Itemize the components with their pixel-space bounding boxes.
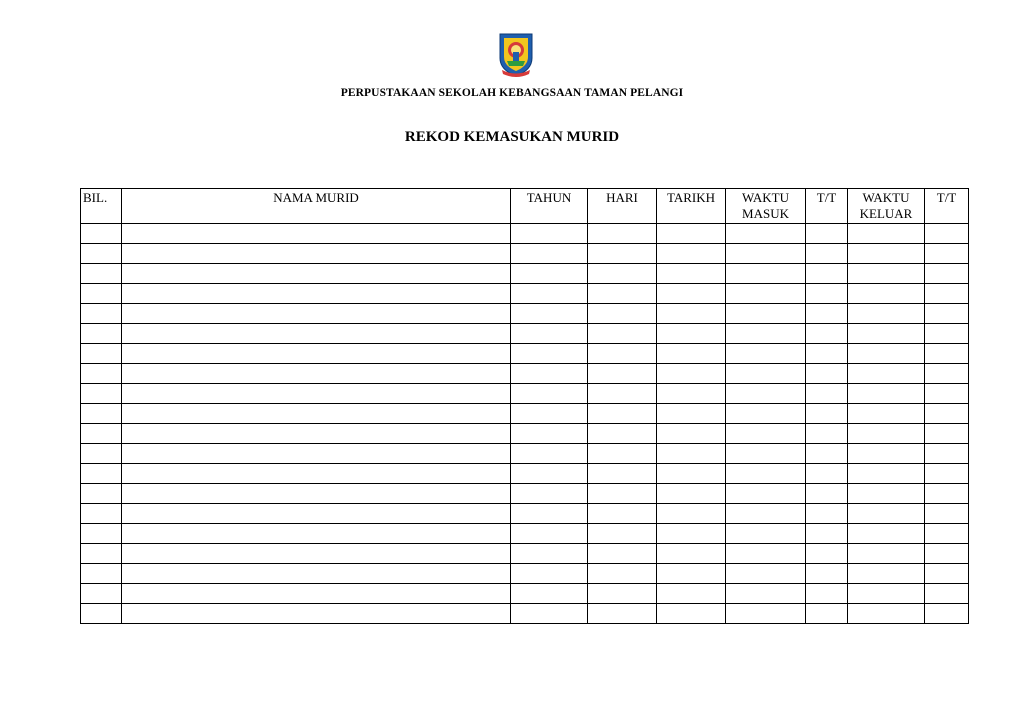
table-cell-nama[interactable]	[122, 524, 511, 544]
table-cell-hari[interactable]	[588, 304, 657, 324]
table-cell-tt1[interactable]	[806, 504, 848, 524]
column-header-waktu-masuk: WAKTU MASUK	[726, 189, 806, 224]
table-cell-tt2[interactable]	[925, 584, 969, 604]
table-cell-waktu-keluar[interactable]	[848, 564, 925, 584]
table-row	[81, 304, 969, 324]
table-cell-tarikh[interactable]	[657, 284, 726, 304]
table-cell-waktu-masuk[interactable]	[726, 344, 806, 364]
table-row	[81, 324, 969, 344]
table-cell-bil[interactable]	[81, 344, 122, 364]
table-body	[81, 224, 969, 624]
table-cell-tt2[interactable]	[925, 264, 969, 284]
table-cell-bil[interactable]	[81, 564, 122, 584]
table-cell-tt2[interactable]	[925, 604, 969, 624]
table-cell-tt1[interactable]	[806, 364, 848, 384]
table-cell-hari[interactable]	[588, 584, 657, 604]
table-row	[81, 404, 969, 424]
table-cell-hari[interactable]	[588, 224, 657, 244]
table-cell-tt2[interactable]	[925, 224, 969, 244]
table-cell-bil[interactable]	[81, 304, 122, 324]
table-row	[81, 564, 969, 584]
table-row	[81, 484, 969, 504]
table-cell-bil[interactable]	[81, 604, 122, 624]
table-cell-tt1[interactable]	[806, 264, 848, 284]
table-cell-nama[interactable]	[122, 404, 511, 424]
table-cell-tt2[interactable]	[925, 484, 969, 504]
table-cell-tt1[interactable]	[806, 564, 848, 584]
table-cell-tahun[interactable]	[511, 484, 588, 504]
table-cell-tt2[interactable]	[925, 504, 969, 524]
table-cell-waktu-keluar[interactable]	[848, 244, 925, 264]
table-cell-tt2[interactable]	[925, 464, 969, 484]
table-cell-tt1[interactable]	[806, 284, 848, 304]
table-cell-hari[interactable]	[588, 284, 657, 304]
table-cell-tahun[interactable]	[511, 444, 588, 464]
table-cell-hari[interactable]	[588, 324, 657, 344]
table-cell-tahun[interactable]	[511, 304, 588, 324]
table-cell-waktu-keluar[interactable]	[848, 224, 925, 244]
table-cell-hari[interactable]	[588, 444, 657, 464]
table-cell-tt1[interactable]	[806, 524, 848, 544]
table-cell-waktu-masuk[interactable]	[726, 324, 806, 344]
table-cell-tt2[interactable]	[925, 544, 969, 564]
table-cell-tarikh[interactable]	[657, 544, 726, 564]
table-cell-tarikh[interactable]	[657, 564, 726, 584]
table-cell-nama[interactable]	[122, 344, 511, 364]
table-cell-tahun[interactable]	[511, 404, 588, 424]
table-cell-tt1[interactable]	[806, 244, 848, 264]
table-cell-tt1[interactable]	[806, 324, 848, 344]
table-row	[81, 584, 969, 604]
table-cell-tt1[interactable]	[806, 444, 848, 464]
table-cell-tarikh[interactable]	[657, 464, 726, 484]
table-cell-nama[interactable]	[122, 224, 511, 244]
table-row	[81, 284, 969, 304]
table-cell-bil[interactable]	[81, 424, 122, 444]
table-cell-waktu-masuk[interactable]	[726, 244, 806, 264]
table-cell-tt2[interactable]	[925, 244, 969, 264]
table-cell-nama[interactable]	[122, 504, 511, 524]
table-cell-tahun[interactable]	[511, 524, 588, 544]
table-cell-tarikh[interactable]	[657, 584, 726, 604]
table-cell-tt1[interactable]	[806, 404, 848, 424]
document-title: REKOD KEMASUKAN MURID	[404, 129, 620, 145]
table-cell-hari[interactable]	[588, 344, 657, 364]
table-cell-waktu-keluar[interactable]	[848, 504, 925, 524]
table-cell-waktu-masuk[interactable]	[726, 564, 806, 584]
table-row	[81, 524, 969, 544]
table-cell-hari[interactable]	[588, 384, 657, 404]
table-cell-tahun[interactable]	[511, 584, 588, 604]
table-cell-tarikh[interactable]	[657, 224, 726, 244]
table-cell-tahun[interactable]	[511, 224, 588, 244]
table-cell-waktu-keluar[interactable]	[848, 584, 925, 604]
table-cell-waktu-keluar[interactable]	[848, 264, 925, 284]
table-cell-tarikh[interactable]	[657, 384, 726, 404]
table-cell-bil[interactable]	[81, 244, 122, 264]
table-cell-tt2[interactable]	[925, 384, 969, 404]
table-cell-tarikh[interactable]	[657, 484, 726, 504]
table-cell-nama[interactable]	[122, 604, 511, 624]
table-cell-hari[interactable]	[588, 464, 657, 484]
table-cell-tt1[interactable]	[806, 384, 848, 404]
column-header-tt-keluar: T/T	[925, 189, 969, 224]
table-cell-tarikh[interactable]	[657, 444, 726, 464]
column-header-nama-murid: NAMA MURID	[122, 189, 511, 224]
table-cell-waktu-masuk[interactable]	[726, 524, 806, 544]
table-cell-tarikh[interactable]	[657, 504, 726, 524]
table-cell-waktu-keluar[interactable]	[848, 304, 925, 324]
table-row	[81, 344, 969, 364]
table-cell-bil[interactable]	[81, 504, 122, 524]
table-row	[81, 424, 969, 444]
table-cell-tahun[interactable]	[511, 264, 588, 284]
table-cell-bil[interactable]	[81, 284, 122, 304]
table-cell-tarikh[interactable]	[657, 604, 726, 624]
table-cell-tt2[interactable]	[925, 564, 969, 584]
table-cell-hari[interactable]	[588, 264, 657, 284]
table-cell-tt2[interactable]	[925, 364, 969, 384]
table-cell-hari[interactable]	[588, 564, 657, 584]
table-cell-hari[interactable]	[588, 604, 657, 624]
table-cell-tt2[interactable]	[925, 284, 969, 304]
table-cell-tahun[interactable]	[511, 344, 588, 364]
table-cell-nama[interactable]	[122, 244, 511, 264]
table-cell-tarikh[interactable]	[657, 304, 726, 324]
table-cell-hari[interactable]	[588, 504, 657, 524]
table-cell-waktu-masuk[interactable]	[726, 224, 806, 244]
table-cell-tt1[interactable]	[806, 224, 848, 244]
table-cell-waktu-masuk[interactable]	[726, 444, 806, 464]
table-cell-tt1[interactable]	[806, 464, 848, 484]
table-cell-tarikh[interactable]	[657, 424, 726, 444]
table-cell-hari[interactable]	[588, 244, 657, 264]
table-cell-tahun[interactable]	[511, 504, 588, 524]
table-cell-bil[interactable]	[81, 364, 122, 384]
table-cell-waktu-keluar[interactable]	[848, 444, 925, 464]
table-cell-tahun[interactable]	[511, 544, 588, 564]
table-cell-bil[interactable]	[81, 484, 122, 504]
table-cell-waktu-masuk[interactable]	[726, 584, 806, 604]
table-cell-waktu-keluar[interactable]	[848, 544, 925, 564]
table-row	[81, 244, 969, 264]
table-cell-hari[interactable]	[588, 364, 657, 384]
table-row	[81, 384, 969, 404]
table-row	[81, 224, 969, 244]
table-row	[81, 464, 969, 484]
column-header-tahun: TAHUN	[511, 189, 588, 224]
table-cell-waktu-keluar[interactable]	[848, 284, 925, 304]
table-cell-bil[interactable]	[81, 404, 122, 424]
table-cell-nama[interactable]	[122, 464, 511, 484]
table-cell-tt2[interactable]	[925, 324, 969, 344]
school-crest-icon	[496, 30, 536, 78]
table-cell-tarikh[interactable]	[657, 244, 726, 264]
table-cell-tahun[interactable]	[511, 424, 588, 444]
table-cell-tahun[interactable]	[511, 384, 588, 404]
table-cell-tarikh[interactable]	[657, 364, 726, 384]
table-row	[81, 444, 969, 464]
table-row	[81, 544, 969, 564]
table-cell-tahun[interactable]	[511, 604, 588, 624]
table-cell-bil[interactable]	[81, 464, 122, 484]
table-cell-tt2[interactable]	[925, 404, 969, 424]
table-row	[81, 504, 969, 524]
table-cell-waktu-keluar[interactable]	[848, 404, 925, 424]
table-cell-waktu-masuk[interactable]	[726, 604, 806, 624]
table-cell-waktu-keluar[interactable]	[848, 324, 925, 344]
table-cell-tahun[interactable]	[511, 564, 588, 584]
table-cell-tahun[interactable]	[511, 364, 588, 384]
table-cell-nama[interactable]	[122, 384, 511, 404]
table-cell-tarikh[interactable]	[657, 324, 726, 344]
table-cell-waktu-keluar[interactable]	[848, 344, 925, 364]
table-cell-waktu-masuk[interactable]	[726, 544, 806, 564]
table-cell-tt1[interactable]	[806, 304, 848, 324]
table-cell-waktu-masuk[interactable]	[726, 384, 806, 404]
table-cell-nama[interactable]	[122, 484, 511, 504]
table-cell-tt1[interactable]	[806, 484, 848, 504]
table-cell-bil[interactable]	[81, 524, 122, 544]
table-cell-waktu-masuk[interactable]	[726, 404, 806, 424]
table-cell-tt1[interactable]	[806, 344, 848, 364]
school-name: PERPUSTAKAAN SEKOLAH KEBANGSAAN TAMAN PELANGI	[340, 87, 684, 99]
table-row	[81, 604, 969, 624]
table-cell-nama[interactable]	[122, 304, 511, 324]
table-cell-bil[interactable]	[81, 544, 122, 564]
table-cell-waktu-masuk[interactable]	[726, 284, 806, 304]
student-entry-table	[80, 188, 969, 624]
table-cell-hari[interactable]	[588, 484, 657, 504]
table-cell-waktu-keluar[interactable]	[848, 484, 925, 504]
table-cell-bil[interactable]	[81, 264, 122, 284]
table-cell-nama[interactable]	[122, 264, 511, 284]
column-header-bil: BIL.	[81, 189, 122, 224]
table-cell-hari[interactable]	[588, 424, 657, 444]
table-cell-waktu-keluar[interactable]	[848, 384, 925, 404]
table-cell-nama[interactable]	[122, 324, 511, 344]
column-header-waktu-keluar: WAKTU KELUAR	[848, 189, 925, 224]
table-cell-tahun[interactable]	[511, 464, 588, 484]
table-cell-waktu-keluar[interactable]	[848, 364, 925, 384]
table-cell-waktu-keluar[interactable]	[848, 524, 925, 544]
table-cell-waktu-masuk[interactable]	[726, 484, 806, 504]
table-cell-waktu-masuk[interactable]	[726, 464, 806, 484]
table-cell-waktu-keluar[interactable]	[848, 424, 925, 444]
table-cell-tahun[interactable]	[511, 324, 588, 344]
table-cell-tt1[interactable]	[806, 424, 848, 444]
table-cell-tt1[interactable]	[806, 584, 848, 604]
table-cell-hari[interactable]	[588, 544, 657, 564]
column-header-tt-masuk: T/T	[806, 189, 848, 224]
table-cell-waktu-keluar[interactable]	[848, 604, 925, 624]
table-cell-nama[interactable]	[122, 584, 511, 604]
column-header-tarikh: TARIKH	[657, 189, 726, 224]
table-cell-nama[interactable]	[122, 424, 511, 444]
table-cell-waktu-keluar[interactable]	[848, 464, 925, 484]
table-cell-nama[interactable]	[122, 544, 511, 564]
table-cell-hari[interactable]	[588, 524, 657, 544]
column-header-hari: HARI	[588, 189, 657, 224]
table-cell-waktu-masuk[interactable]	[726, 264, 806, 284]
table-cell-waktu-masuk[interactable]	[726, 504, 806, 524]
table-cell-tt2[interactable]	[925, 304, 969, 324]
table-cell-tt2[interactable]	[925, 424, 969, 444]
table-row	[81, 264, 969, 284]
table-cell-tt1[interactable]	[806, 544, 848, 564]
table-cell-waktu-masuk[interactable]	[726, 424, 806, 444]
table-cell-tarikh[interactable]	[657, 404, 726, 424]
table-cell-hari[interactable]	[588, 404, 657, 424]
table-header-row	[81, 189, 969, 224]
table-cell-waktu-masuk[interactable]	[726, 304, 806, 324]
table-cell-nama[interactable]	[122, 564, 511, 584]
table-cell-nama[interactable]	[122, 284, 511, 304]
table-cell-tarikh[interactable]	[657, 524, 726, 544]
table-cell-tahun[interactable]	[511, 244, 588, 264]
table-cell-tahun[interactable]	[511, 284, 588, 304]
table-cell-waktu-masuk[interactable]	[726, 364, 806, 384]
table-cell-tt1[interactable]	[806, 604, 848, 624]
table-cell-tarikh[interactable]	[657, 344, 726, 364]
table-cell-bil[interactable]	[81, 584, 122, 604]
table-cell-tt2[interactable]	[925, 444, 969, 464]
table-cell-nama[interactable]	[122, 444, 511, 464]
table-cell-bil[interactable]	[81, 224, 122, 244]
table-cell-nama[interactable]	[122, 364, 511, 384]
table-cell-bil[interactable]	[81, 384, 122, 404]
table-cell-tarikh[interactable]	[657, 264, 726, 284]
table-cell-tt2[interactable]	[925, 524, 969, 544]
table-cell-tt2[interactable]	[925, 344, 969, 364]
table-cell-bil[interactable]	[81, 444, 122, 464]
table-cell-bil[interactable]	[81, 324, 122, 344]
table-row	[81, 364, 969, 384]
